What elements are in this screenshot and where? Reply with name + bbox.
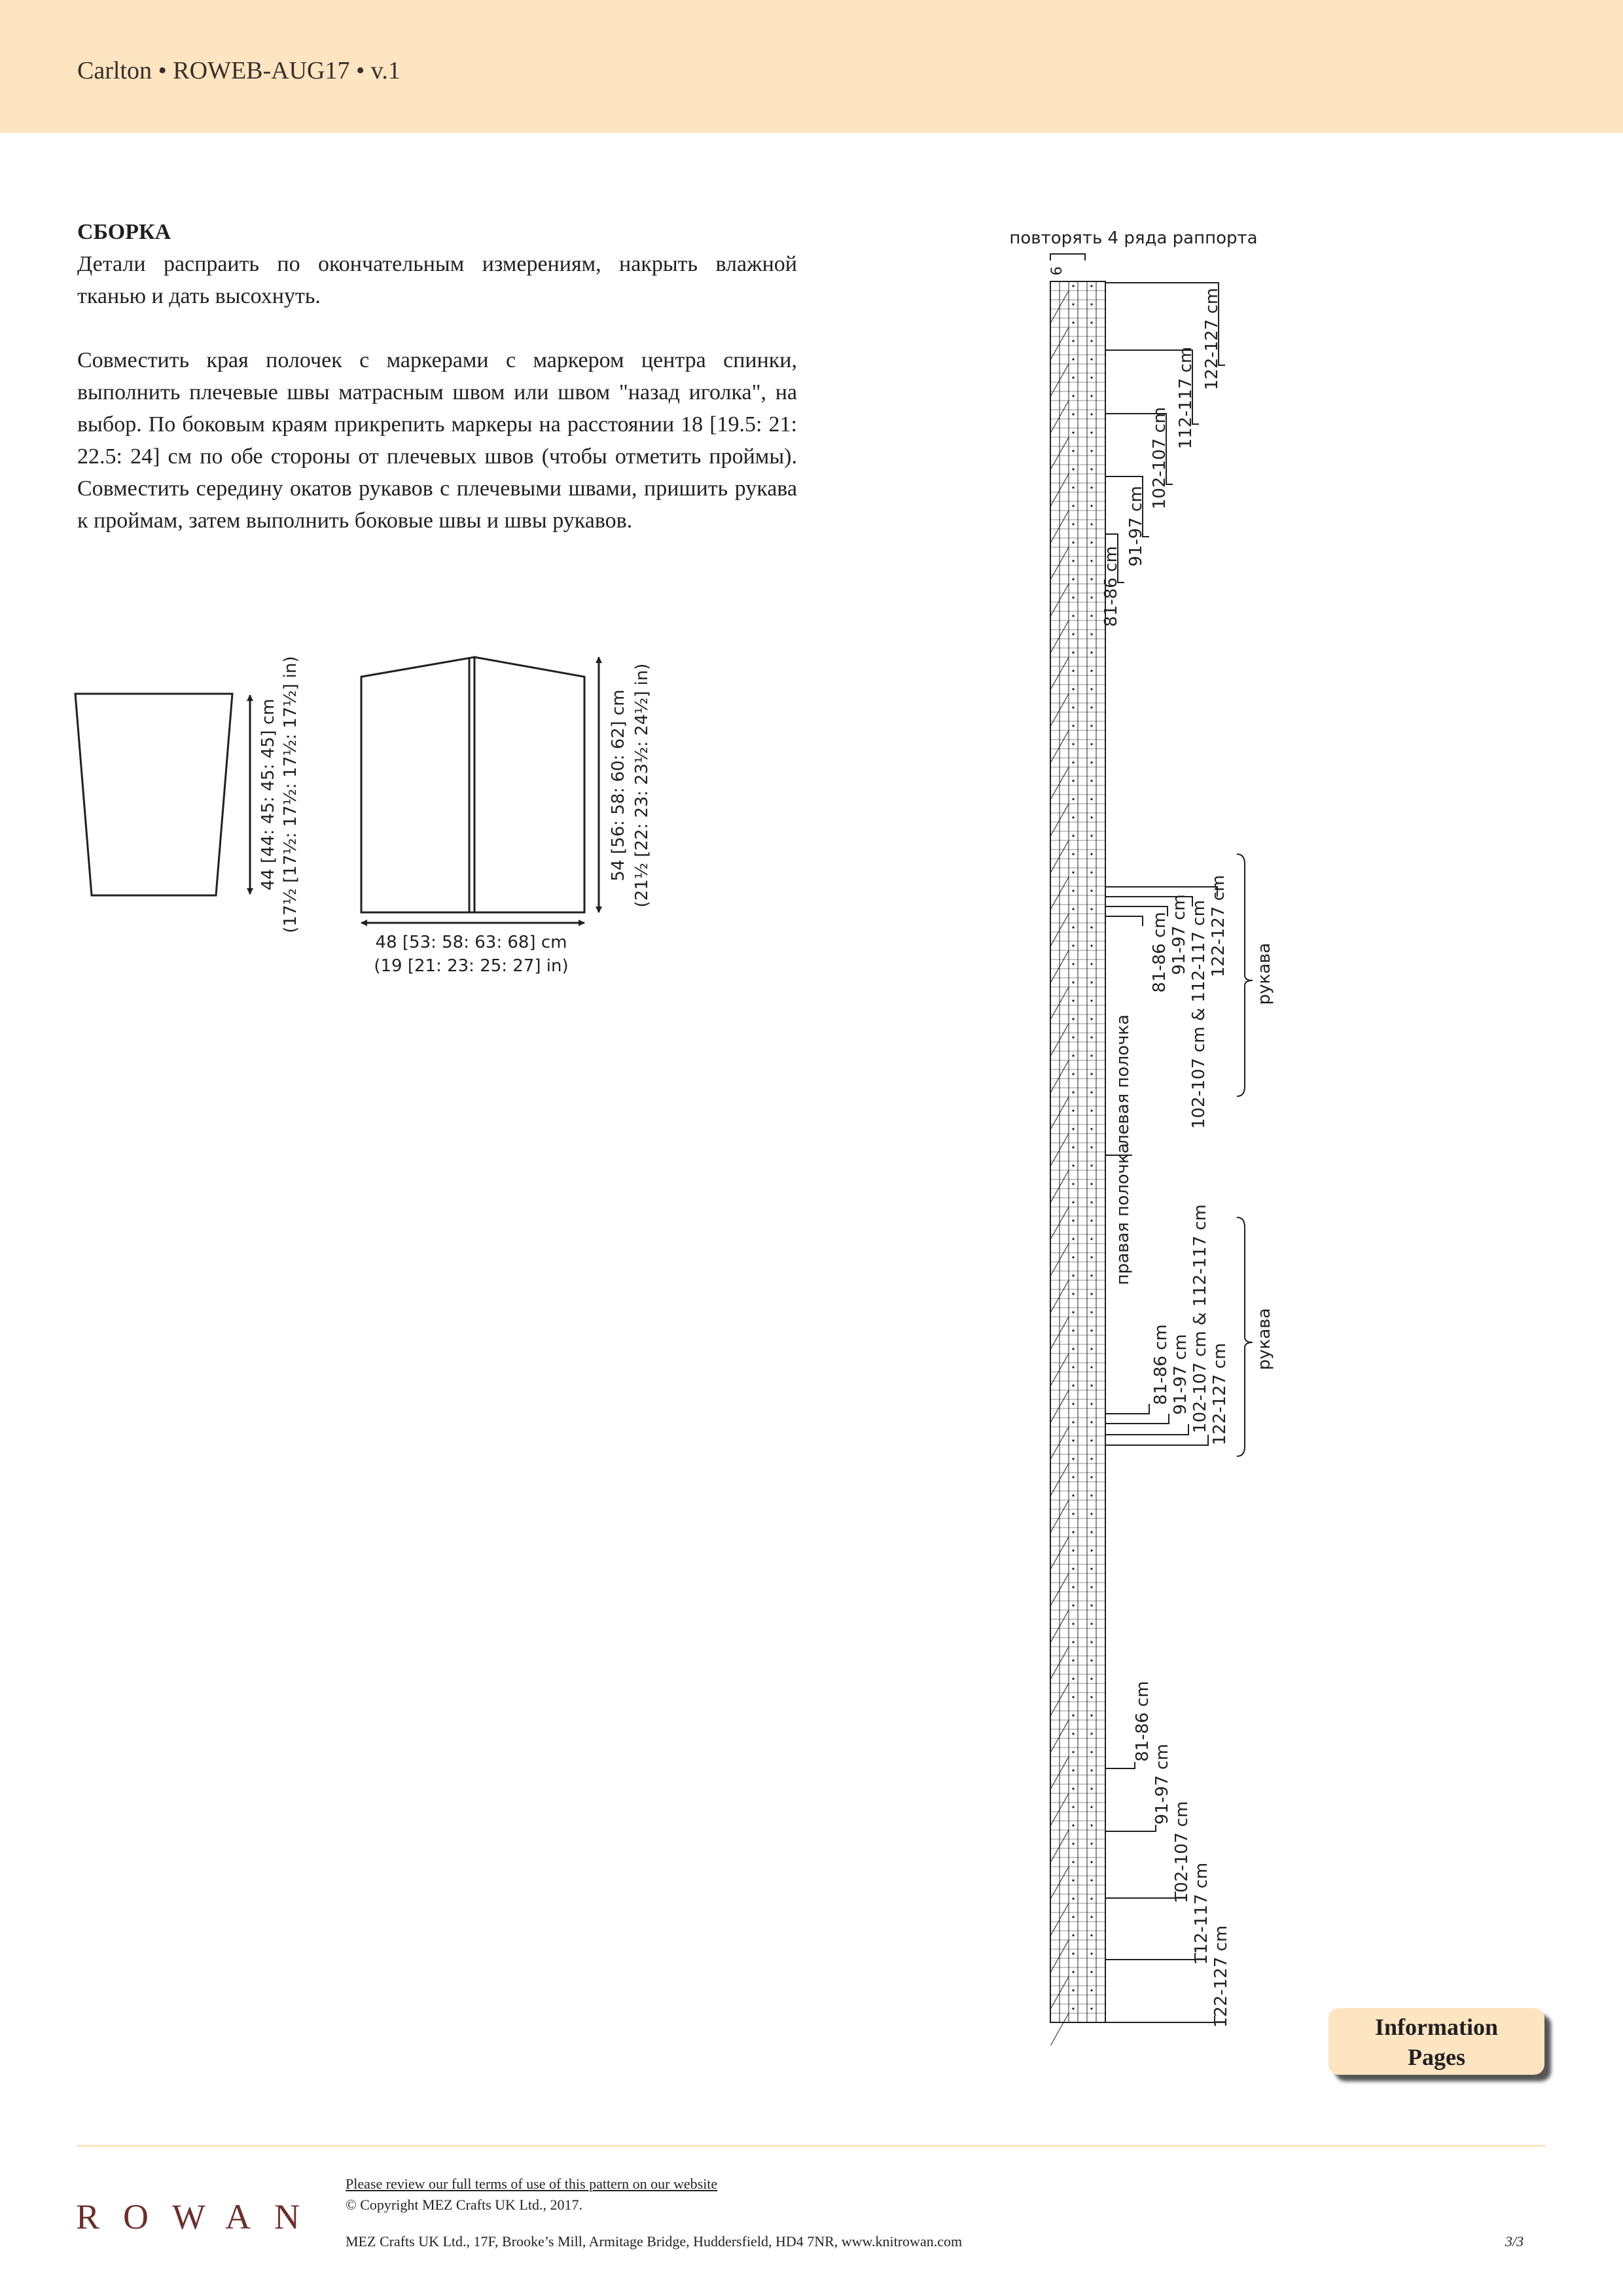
- purl-dot: [1090, 615, 1092, 617]
- purl-dot: [1072, 889, 1074, 891]
- purl-dot: [1072, 743, 1074, 745]
- purl-dot: [1090, 1677, 1092, 1679]
- purl-dot: [1090, 376, 1092, 378]
- purl-dot: [1090, 853, 1092, 855]
- purl-dot: [1090, 1714, 1092, 1716]
- purl-dot: [1072, 1036, 1074, 1038]
- purl-dot: [1090, 1696, 1092, 1698]
- sleeve-shape: [75, 694, 232, 895]
- sleeve1-size-81: 81-86 cm: [1150, 912, 1169, 993]
- purl-dot: [1072, 798, 1074, 800]
- bottom-size-102: 102-107 cm: [1172, 1801, 1192, 1904]
- purl-dot: [1090, 651, 1092, 653]
- purl-dot: [1090, 1568, 1092, 1570]
- purl-dot: [1072, 688, 1074, 690]
- purl-dot: [1072, 468, 1074, 470]
- purl-dot: [1072, 1806, 1074, 1808]
- purl-dot: [1072, 1476, 1074, 1478]
- purl-dot: [1090, 761, 1092, 763]
- purl-dot: [1072, 1897, 1074, 1899]
- assembly-heading: СБОРКА: [77, 220, 171, 244]
- purl-dot: [1072, 1769, 1074, 1771]
- purl-dot: [1090, 1164, 1092, 1166]
- purl-dot: [1090, 1732, 1092, 1734]
- purl-dot: [1090, 1916, 1092, 1918]
- purl-dot: [1090, 523, 1092, 525]
- purl-dot: [1072, 541, 1074, 543]
- purl-dot: [1090, 1403, 1092, 1405]
- purl-dot: [1090, 1623, 1092, 1624]
- purl-dot: [1090, 1659, 1092, 1661]
- purl-dot: [1090, 1458, 1092, 1460]
- info-button-line2: Pages: [1408, 2044, 1465, 2070]
- purl-dot: [1072, 450, 1074, 452]
- purl-dot: [1072, 285, 1074, 287]
- purl-dot: [1072, 523, 1074, 525]
- purl-dot: [1090, 1219, 1092, 1221]
- purl-dot: [1090, 1256, 1092, 1258]
- purl-dot: [1072, 1329, 1074, 1331]
- purl-dot: [1090, 1861, 1092, 1863]
- purl-dot: [1072, 1879, 1074, 1881]
- knitting-chart: [982, 216, 1309, 2049]
- purl-dot: [1072, 1604, 1074, 1606]
- body-shape-right: [474, 657, 584, 912]
- purl-dot: [1090, 358, 1092, 360]
- purl-dot: [1072, 670, 1074, 672]
- purl-dot: [1090, 944, 1092, 946]
- purl-dot: [1090, 1293, 1092, 1295]
- purl-dot: [1090, 670, 1092, 672]
- purl-dot: [1072, 340, 1074, 342]
- purl-dot: [1090, 798, 1092, 800]
- purl-dot: [1072, 1384, 1074, 1386]
- chart-column-number: 6: [1049, 266, 1065, 276]
- purl-dot: [1072, 1439, 1074, 1441]
- purl-dot: [1090, 1806, 1092, 1808]
- purl-dot: [1090, 1549, 1092, 1551]
- schematic-diagram: [0, 0, 720, 1021]
- sleeve1-brace: [1237, 854, 1253, 1096]
- purl-dot: [1072, 1458, 1074, 1460]
- purl-dot: [1072, 1916, 1074, 1918]
- purl-dot: [1090, 1952, 1092, 1954]
- purl-dot: [1072, 1568, 1074, 1570]
- purl-dot: [1072, 1586, 1074, 1588]
- information-pages-button[interactable]: [1329, 2008, 1544, 2075]
- purl-dot: [1090, 1091, 1092, 1093]
- purl-dot: [1090, 633, 1092, 635]
- sleeve1-size-122: 122-127 cm: [1209, 874, 1228, 978]
- purl-dot: [1072, 725, 1074, 726]
- purl-dot: [1090, 1989, 1092, 1991]
- sleeve2-size-91: 91-97 cm: [1171, 1334, 1190, 1415]
- sleeve-length-cm: 44 [44: 45: 45: 45] cm: [259, 698, 278, 891]
- purl-dot: [1090, 1934, 1092, 1936]
- purl-dot: [1072, 1201, 1074, 1203]
- purl-dot: [1072, 1109, 1074, 1111]
- purl-dot: [1090, 743, 1092, 745]
- purl-dot: [1090, 1036, 1092, 1038]
- purl-dot: [1090, 1109, 1092, 1111]
- purl-dot: [1072, 871, 1074, 873]
- purl-dot: [1090, 688, 1092, 690]
- purl-dot: [1072, 1641, 1074, 1643]
- purl-dot: [1090, 450, 1092, 452]
- purl-dot: [1072, 780, 1074, 781]
- purl-dot: [1072, 761, 1074, 763]
- body-shape: [361, 657, 474, 912]
- purl-dot: [1072, 395, 1074, 397]
- purl-dot: [1090, 963, 1092, 965]
- purl-dot: [1072, 358, 1074, 360]
- purl-dot: [1072, 1714, 1074, 1716]
- purl-dot: [1090, 1274, 1092, 1276]
- purl-dot: [1072, 321, 1074, 323]
- purl-dot: [1090, 1311, 1092, 1313]
- top-size-81: 81-86 cm: [1101, 546, 1121, 627]
- purl-dot: [1072, 1989, 1074, 1991]
- purl-dot: [1090, 1531, 1092, 1533]
- purl-dot: [1090, 1604, 1092, 1606]
- purl-dot: [1072, 1787, 1074, 1789]
- top-size-122: 122-127 cm: [1202, 287, 1222, 391]
- purl-dot: [1072, 1018, 1074, 1020]
- purl-dot: [1072, 1934, 1074, 1936]
- purl-dot: [1072, 1164, 1074, 1166]
- purl-dot: [1090, 596, 1092, 598]
- purl-dot: [1090, 999, 1092, 1001]
- purl-dot: [1072, 1183, 1074, 1185]
- purl-dot: [1090, 834, 1092, 836]
- copyright-text: © Copyright MEZ Crafts UK Ltd., 2017.: [346, 2197, 582, 2213]
- purl-dot: [1072, 999, 1074, 1001]
- purl-dot: [1072, 1751, 1074, 1753]
- purl-dot: [1072, 1293, 1074, 1295]
- purl-dot: [1090, 1439, 1092, 1441]
- purl-dot: [1090, 816, 1092, 818]
- purl-dot: [1072, 1513, 1074, 1515]
- purl-dot: [1072, 944, 1074, 946]
- purl-dot: [1072, 1274, 1074, 1276]
- purl-dot: [1090, 395, 1092, 397]
- assembly-paragraph-2: Совместить края полочек с маркерами с маркером центра спинки, выполнить плечевые швы матрасным швом или швом "назад иголка", на выбор. По боковым краям прикрепить маркеры на расстоянии 18 [19.5: 21: 22.5: 24] см по обе стороны от плечевых швов (чтобы отметить проймы). Совместить середину окатов рукавов с плечевыми швами, пришить рукава к проймам, затем выполнить боковые швы и швы рукавов.: [77, 348, 797, 533]
- purl-dot: [1072, 963, 1074, 965]
- bottom-size-81: 81-86 cm: [1133, 1681, 1152, 1762]
- body-width-in: (19 [21: 23: 25: 27] in): [374, 956, 569, 976]
- purl-dot: [1072, 1531, 1074, 1533]
- purl-dot: [1072, 596, 1074, 598]
- purl-dot: [1090, 1018, 1092, 1020]
- purl-dot: [1072, 1366, 1074, 1368]
- purl-dot: [1090, 578, 1092, 580]
- purl-dot: [1090, 1146, 1092, 1148]
- page-number: 3/3: [1505, 2233, 1524, 2250]
- purl-dot: [1090, 871, 1092, 873]
- bottom-size-91: 91-97 cm: [1152, 1744, 1172, 1825]
- purl-dot: [1072, 1732, 1074, 1734]
- purl-dot: [1072, 1494, 1074, 1496]
- purl-dot: [1090, 431, 1092, 433]
- purl-dot: [1072, 1824, 1074, 1826]
- body-length-cm: 54 [56: 58: 60: 62] cm: [609, 689, 628, 882]
- purl-dot: [1090, 1842, 1092, 1844]
- sleeve2-brace: [1237, 1217, 1253, 1456]
- purl-dot: [1072, 1421, 1074, 1423]
- sleeve2-size-102-112: 102-107 cm & 112-117 cm: [1190, 1204, 1210, 1433]
- purl-dot: [1072, 303, 1074, 305]
- purl-dot: [1072, 1311, 1074, 1313]
- purl-dot: [1090, 413, 1092, 415]
- purl-dot: [1072, 1403, 1074, 1405]
- purl-dot: [1090, 285, 1092, 287]
- purl-dot: [1090, 1897, 1092, 1899]
- purl-dot: [1090, 1366, 1092, 1368]
- purl-dot: [1090, 1183, 1092, 1185]
- purl-dot: [1090, 1586, 1092, 1588]
- purl-dot: [1090, 1476, 1092, 1478]
- purl-dot: [1072, 1091, 1074, 1093]
- purl-dot: [1072, 1348, 1074, 1350]
- purl-dot: [1072, 1128, 1074, 1130]
- purl-dot: [1072, 981, 1074, 983]
- top-size-112: 112-117 cm: [1176, 346, 1196, 450]
- bottom-size-122: 122-127 cm: [1211, 1925, 1231, 2028]
- sleeve1-size-102-112: 102-107 cm & 112-117 cm: [1189, 900, 1209, 1129]
- purl-dot: [1090, 725, 1092, 726]
- sleeve-length-in: (17½ [17½: 17½: 17½: 17½] in): [281, 656, 300, 933]
- purl-dot: [1072, 578, 1074, 580]
- purl-dot: [1072, 560, 1074, 562]
- purl-dot: [1072, 853, 1074, 855]
- purl-dot: [1072, 908, 1074, 910]
- purl-dot: [1072, 2007, 1074, 2009]
- rowan-logo: ROWAN: [76, 2197, 323, 2236]
- sleeve2-size-81: 81-86 cm: [1151, 1324, 1171, 1405]
- purl-dot: [1090, 1128, 1092, 1130]
- purl-dot: [1090, 1971, 1092, 1973]
- purl-dot: [1090, 780, 1092, 781]
- purl-dot: [1072, 1238, 1074, 1240]
- purl-dot: [1090, 908, 1092, 910]
- purl-dot: [1072, 1659, 1074, 1661]
- purl-dot: [1072, 926, 1074, 928]
- purl-dot: [1072, 1549, 1074, 1551]
- left-front-label: левая полочка: [1113, 1014, 1133, 1146]
- repeat-bracket: [1050, 254, 1085, 260]
- purl-dot: [1090, 340, 1092, 342]
- top-size-102: 102-107 cm: [1150, 406, 1169, 510]
- purl-dot: [1072, 1623, 1074, 1624]
- purl-dot: [1090, 1384, 1092, 1386]
- purl-dot: [1090, 1787, 1092, 1789]
- purl-dot: [1090, 1513, 1092, 1515]
- purl-dot: [1072, 615, 1074, 617]
- purl-dot: [1090, 981, 1092, 983]
- purl-dot: [1072, 1073, 1074, 1075]
- purl-dot: [1090, 1494, 1092, 1496]
- chart-grid: [1050, 281, 1105, 2045]
- sleeve2-label: рукава: [1255, 1308, 1274, 1371]
- info-button-line1: Information: [1375, 2014, 1498, 2040]
- terms-link[interactable]: Please review our full terms of use of this pattern on our website: [346, 2176, 718, 2192]
- purl-dot: [1090, 1751, 1092, 1753]
- address-text: MEZ Crafts UK Ltd., 17F, Brooke’s Mill, Armitage Bridge, Huddersfield, HD4 7NR, www.knitrowan.com: [346, 2233, 963, 2250]
- purl-dot: [1090, 505, 1092, 507]
- purl-dot: [1072, 1842, 1074, 1844]
- purl-dot: [1090, 1641, 1092, 1643]
- right-front-label: правая полочка: [1113, 1143, 1133, 1285]
- purl-dot: [1072, 1219, 1074, 1221]
- purl-dot: [1090, 2007, 1092, 2009]
- purl-dot: [1090, 1879, 1092, 1881]
- purl-dot: [1072, 1677, 1074, 1679]
- purl-dot: [1072, 505, 1074, 507]
- purl-dot: [1090, 560, 1092, 562]
- sleeve1-size-91: 91-97 cm: [1169, 894, 1189, 975]
- purl-dot: [1072, 431, 1074, 433]
- purl-dot: [1090, 1054, 1092, 1056]
- purl-dot: [1090, 1348, 1092, 1350]
- body-width-cm: 48 [53: 58: 63: 68] cm: [375, 933, 567, 952]
- purl-dot: [1072, 706, 1074, 708]
- purl-dot: [1090, 706, 1092, 708]
- purl-dot: [1090, 1824, 1092, 1826]
- top-size-91: 91-97 cm: [1126, 486, 1146, 567]
- purl-dot: [1090, 889, 1092, 891]
- purl-dot: [1072, 1146, 1074, 1148]
- assembly-paragraph-1: Детали распраить по окончательным измерениям, накрыть влажной тканью и дать высохнуть.: [77, 252, 797, 308]
- bottom-size-112: 112-117 cm: [1192, 1862, 1211, 1965]
- purl-dot: [1090, 1201, 1092, 1203]
- purl-dot: [1090, 468, 1092, 470]
- purl-dot: [1072, 633, 1074, 635]
- purl-dot: [1072, 486, 1074, 488]
- repeat-label: повторять 4 ряда раппорта: [1009, 228, 1258, 248]
- purl-dot: [1072, 376, 1074, 378]
- sleeve1-label: рукава: [1255, 942, 1274, 1005]
- purl-dot: [1072, 834, 1074, 836]
- sleeve2-size-122: 122-127 cm: [1210, 1342, 1230, 1446]
- purl-dot: [1072, 1952, 1074, 1954]
- purl-dot: [1072, 1054, 1074, 1056]
- purl-dot: [1072, 1971, 1074, 1973]
- purl-dot: [1090, 1073, 1092, 1075]
- purl-dot: [1090, 541, 1092, 543]
- footer-divider: [77, 2145, 1546, 2147]
- purl-dot: [1072, 1696, 1074, 1698]
- purl-dot: [1072, 816, 1074, 818]
- purl-dot: [1072, 413, 1074, 415]
- purl-dot: [1072, 1861, 1074, 1863]
- purl-dot: [1090, 321, 1092, 323]
- purl-dot: [1090, 1329, 1092, 1331]
- purl-dot: [1090, 1238, 1092, 1240]
- purl-dot: [1090, 303, 1092, 305]
- purl-dot: [1090, 1421, 1092, 1423]
- purl-dot: [1072, 651, 1074, 653]
- document-title: Carlton • ROWEB-AUG17 • v.1: [77, 57, 401, 84]
- purl-dot: [1090, 926, 1092, 928]
- body-length-in: (21½ [22: 23: 23½: 24½] in): [632, 663, 652, 908]
- purl-dot: [1072, 1256, 1074, 1258]
- purl-dot: [1090, 1769, 1092, 1771]
- purl-dot: [1090, 486, 1092, 488]
